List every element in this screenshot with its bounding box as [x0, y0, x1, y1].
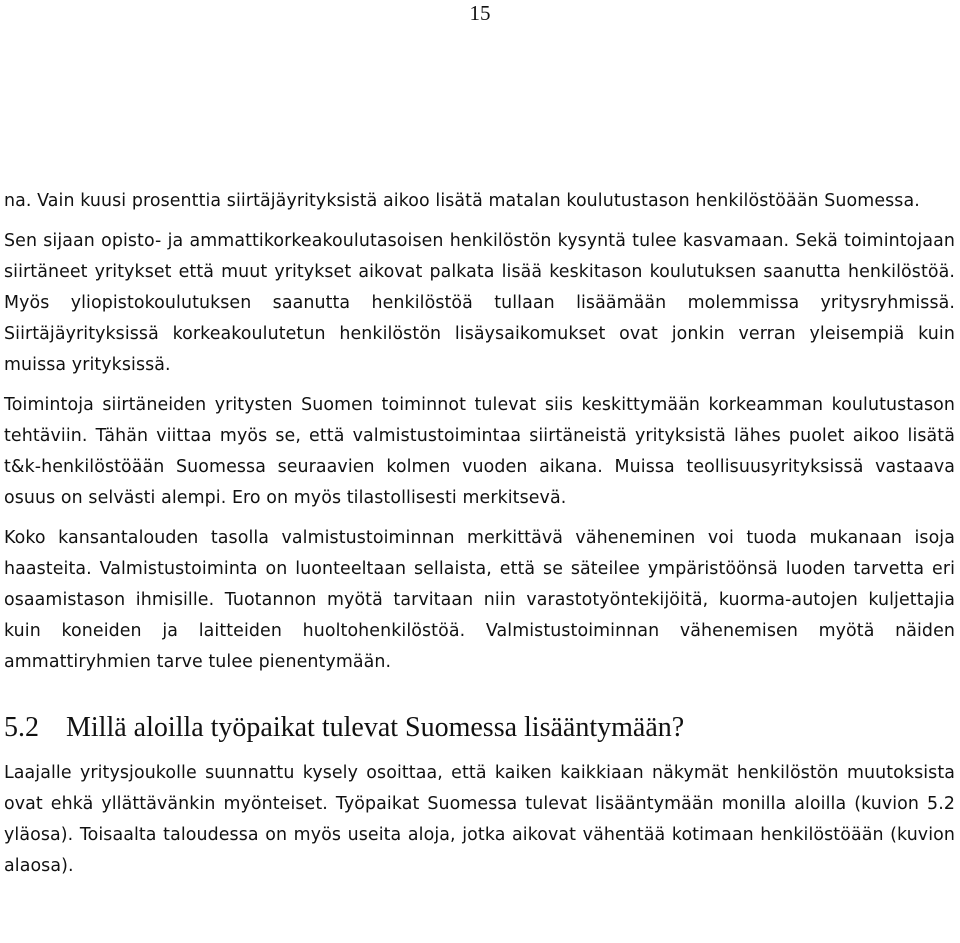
paragraph-3: Toimintoja siirtäneiden yritysten Suomen toiminnot tulevat siis keskittymään korkeamman koulutustason tehtäviin. Tähän viittaa myös se, että valmistustoimintaa siirtäneistä yrityksistä lähes puolet aikoo lisätä t&k-henkilöstöään Suomessa seuraavien kolmen vuoden aikana. Muissa teollisuusyrityksissä vastaava osuus on selvästi alempi. Ero on myös tilastollisesti merkitsevä. — [4, 395, 955, 508]
page-number: 15 — [469, 1, 491, 25]
document-body — [4, 186, 955, 882]
paragraph-5: Laajalle yritysjoukolle suunnattu kysely osoittaa, että kaiken kaikkiaan näkymät henkilöstön muutoksista ovat ehkä yllättävänkin myönteiset. Työpaikat Suomessa tulevat lisääntymään monilla aloilla (kuvion 5.2 yläosa). Toisaalta taloudessa on myös useita aloja, jotka aikovat vähentää kotimaan henkilöstöään (kuvion alaosa). — [4, 763, 955, 876]
section-title: Millä aloilla työpaikat tulevat Suomessa lisääntymään? — [66, 712, 685, 743]
section-heading — [4, 710, 955, 746]
section-number: 5.2 — [4, 712, 39, 743]
paragraph-1: na. Vain kuusi prosenttia siirtäjäyrityksistä aikoo lisätä matalan koulutustason henkilöstöään Suomessa. — [4, 191, 920, 211]
paragraph-2: Sen sijaan opisto- ja ammattikorkeakoulutasoisen henkilöstön kysyntä tulee kasvamaan. Sekä toimintojaan siirtäneet yritykset että muut yritykset aikovat palkata lisää keskitason koulutuksen saanutta henkilöstöä. Myös yliopistokoulutuksen saanutta henkilöstöä tullaan lisäämään molemmissa yritysryhmissä. Siirtäjäyrityksissä korkeakoulutetun henkilöstön lisäysaikomukset ovat jonkin verran yleisempiä kuin muissa yrityksissä. — [4, 231, 955, 375]
paragraph-4: Koko kansantalouden tasolla valmistustoiminnan merkittävä väheneminen voi tuoda mukanaan isoja haasteita. Valmistustoiminta on luonteeltaan sellaista, että se säteilee ympäristöönsä luoden tarvetta eri osaamistason ihmisille. Tuotannon myötä tarvitaan niin varastotyöntekijöitä, kuorma-autojen kuljettajia kuin koneiden ja laitteiden huoltohenkilöstöä. Valmistustoiminnan vähenemisen myötä näiden ammattiryhmien tarve tulee pienentymään. — [4, 528, 955, 672]
